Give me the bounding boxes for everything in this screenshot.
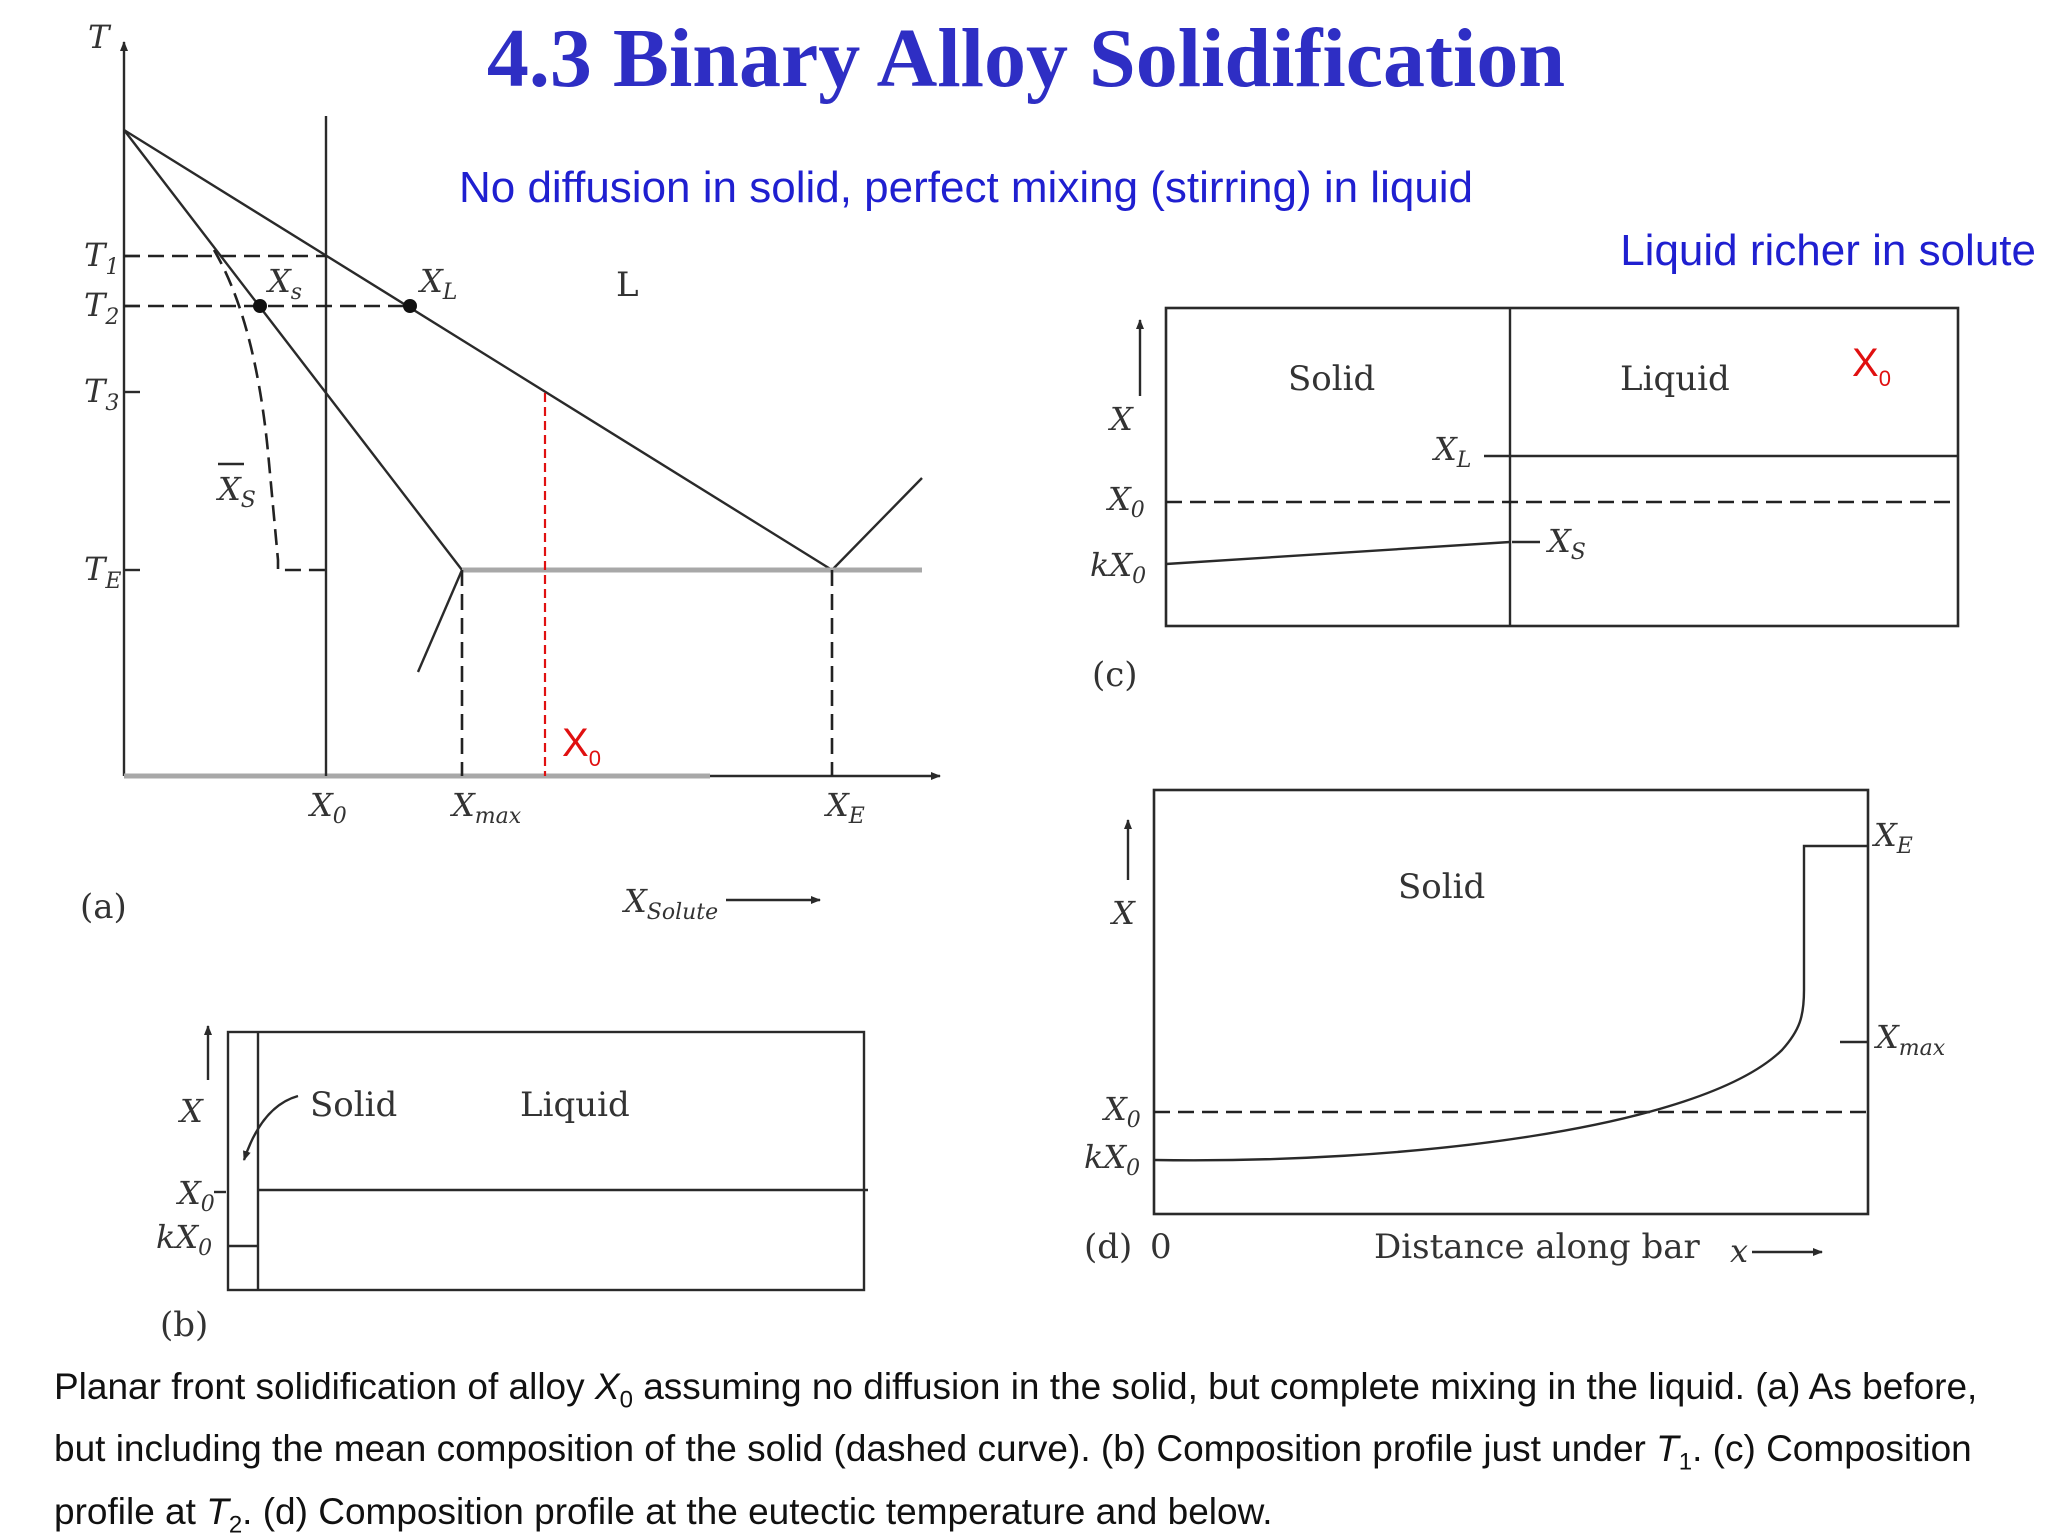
panel-b-axis-x: X <box>180 1092 203 1130</box>
x-axis-label: $X_{Solute}$ <box>624 882 719 925</box>
panel-b-solid-label: Solid <box>310 1085 398 1125</box>
panel-d-x0: $X_0$ <box>1104 1090 1141 1133</box>
label-x0-red: $X_0$ <box>562 721 601 771</box>
panel-b-profile <box>156 1026 868 1345</box>
panel-c-solid-profile <box>1166 542 1510 564</box>
panel-c-label: (c) <box>1092 655 1138 695</box>
panel-a-label: (a) <box>80 887 127 927</box>
panel-b-kx0: $kX_0$ <box>156 1218 213 1261</box>
panel-c-profile <box>1090 308 1958 695</box>
label-xe-axis: $X_E$ <box>826 786 865 829</box>
panel-c-solid-label: Solid <box>1288 359 1376 399</box>
panel-c-x0-red: $X_0$ <box>1852 341 1891 391</box>
panel-d-profile <box>1084 790 1946 1270</box>
panel-d-solid-label: Solid <box>1398 867 1486 907</box>
label-t1: $T_1$ <box>84 236 120 280</box>
label-xl: $X_L$ <box>420 262 458 305</box>
panel-c-kx0: $kX_0$ <box>1090 546 1147 589</box>
label-liquid-region: L <box>616 265 639 305</box>
panel-d-origin: 0 <box>1150 1227 1172 1267</box>
label-xs-bar: $X_S$ <box>218 470 256 513</box>
t-axis-label: T <box>88 18 110 56</box>
slide-title: 4.3 Binary Alloy Solidification <box>486 12 1566 105</box>
panel-c-frame <box>1166 308 1958 626</box>
panel-b-liquid-label: Liquid <box>520 1085 630 1125</box>
label-xs: $X_s$ <box>268 262 303 305</box>
panel-a-phase-diagram <box>80 18 940 927</box>
panel-c-liquid-label: Liquid <box>1620 359 1730 399</box>
panel-d-kx0: $kX_0$ <box>1084 1138 1141 1181</box>
panel-b-frame <box>228 1032 864 1290</box>
panel-c-axis-x: X <box>1110 400 1133 438</box>
note-liquid-richer: Liquid richer in solute <box>1620 226 2036 275</box>
panel-d-axis-x: X <box>1112 894 1135 932</box>
solidus-line <box>124 130 462 570</box>
label-t2: $T_2$ <box>84 286 120 330</box>
label-t3: $T_3$ <box>84 372 120 416</box>
panel-b-label: (b) <box>160 1305 209 1345</box>
label-x0-axis: $X_0$ <box>310 786 347 829</box>
panel-d-xe-label: $X_E$ <box>1874 816 1913 859</box>
panel-d-xmax-label: $X_{max}$ <box>1876 1018 1946 1061</box>
panel-d-x-axis-label: Distance along bar <box>1374 1227 1700 1267</box>
label-xmax-axis: $X_{max}$ <box>452 786 522 829</box>
xs-point <box>253 299 267 313</box>
panel-d-label: (d) <box>1084 1227 1133 1267</box>
panel-c-x0: $X_0$ <box>1108 480 1145 523</box>
slide-subtitle: No diffusion in solid, perfect mixing (stirring) in liquid <box>458 163 1474 212</box>
panel-c-xs-label: $X_S$ <box>1548 522 1586 565</box>
solvus-line <box>418 570 462 672</box>
xl-point <box>403 299 417 313</box>
panel-b-x0: $X_0$ <box>178 1174 215 1217</box>
right-liquidus-line <box>832 478 922 570</box>
panel-d-frame <box>1154 790 1868 1214</box>
panel-c-xl-label: $X_L$ <box>1434 430 1472 473</box>
panel-b-pointer-arrow <box>244 1096 298 1160</box>
label-te: $T_E$ <box>84 550 122 594</box>
panel-d-x-var: x <box>1730 1232 1749 1270</box>
figure-caption: Planar front solidification of alloy $X_0$ assuming no diffusion in the solid, but complete mixing in the liquid. (a) As before, but including the mean composition of the solid (dashed curve). (b) Composition profile just under $T_1$. (c) Composition profile at $T_2$. (d) Composition profile at the eutectic temperature and below. <box>54 1366 1978 1536</box>
